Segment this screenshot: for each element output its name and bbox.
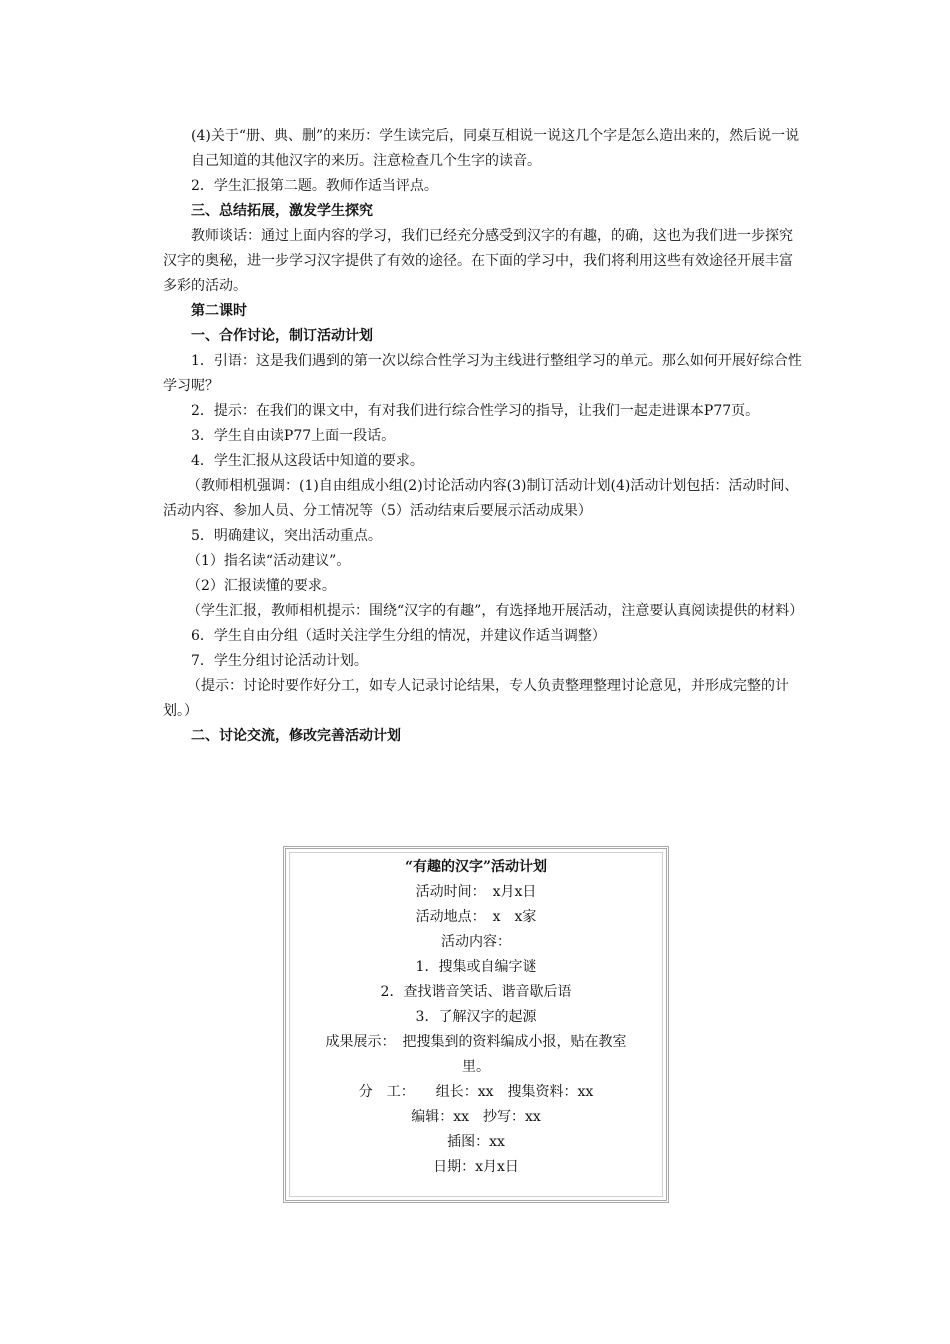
plan-result-cont: 里。 <box>462 1059 490 1075</box>
paragraph: 6．学生自由分组（适时关注学生分组的情况，并建议作适当调整） <box>191 628 606 644</box>
paragraph: 2．学生汇报第二题。教师作适当评点。 <box>191 178 438 194</box>
plan-item: 2．查找谐音笑话、谐音歇后语 <box>380 984 572 1000</box>
paragraph: 4．学生汇报从这段话中知道的要求。 <box>191 453 424 469</box>
paragraph: 5．明确建议，突出活动重点。 <box>191 528 382 544</box>
section-heading: 三、总结拓展，激发学生探究 <box>191 203 373 219</box>
paragraph: （学生汇报，教师相机提示：围绕“汉字的有趣”，有选择地开展活动，注意要认真阅读提供的材料） <box>187 603 804 619</box>
plan-division: 分 工： 组长：xx 搜集资料：xx <box>358 1084 594 1100</box>
plan-result: 成果展示： 把搜集到的资料编成小报，贴在教室 <box>325 1034 627 1050</box>
lesson-heading: 第二课时 <box>191 303 247 319</box>
plan-item: 3．了解汉字的起源 <box>415 1009 537 1025</box>
paragraph: 7．学生分组讨论活动计划。 <box>191 653 368 669</box>
plan-item: 1．搜集或自编字谜 <box>415 959 537 975</box>
activity-plan-content <box>296 855 656 1180</box>
document-body <box>163 124 803 749</box>
plan-date: 日期：x月x日 <box>433 1159 519 1175</box>
paragraph: （教师相机强调：(1)自由组成小组(2)讨论活动内容(3)制订活动计划(4)活动计划包括：活动时间、活动内容、参加人员、分工情况等（5）活动结束后要展示活动成果） <box>163 478 799 519</box>
plan-title: “有趣的汉字”活动计划 <box>404 859 548 875</box>
plan-edit: 编辑：xx 抄写：xx <box>411 1109 541 1125</box>
plan-place: 活动地点： x x家 <box>415 909 537 925</box>
paragraph: 1．引语：这是我们遇到的第一次以综合性学习为主线进行整组学习的单元。那么如何开展好综合性学习呢？ <box>163 353 802 394</box>
plan-illustration: 插图：xx <box>447 1134 505 1150</box>
paragraph: 自己知道的其他汉字的来历。注意检查几个生字的读音。 <box>191 153 541 169</box>
plan-content-label: 活动内容： <box>441 934 511 950</box>
paragraph: 教师谈话：通过上面内容的学习，我们已经充分感受到汉字的有趣，的确，这也为我们进一步探究汉字的奥秘，进一步学习汉字提供了有效的途径。在下面的学习中，我们将利用这些有效途径开展丰富多彩的活动。 <box>163 228 793 294</box>
paragraph: (4)关于“册、典、删”的来历：学生读完后，同桌互相说一说这几个字是怎么造出来的，然后说一说 <box>191 128 800 144</box>
activity-plan-box <box>283 846 669 1203</box>
paragraph: （1）指名读“活动建议”。 <box>187 553 351 569</box>
section-heading: 二、讨论交流，修改完善活动计划 <box>191 728 401 744</box>
paragraph: 2．提示：在我们的课文中，有对我们进行综合性学习的指导，让我们一起走进课本P77页。 <box>191 403 760 419</box>
paragraph: 3．学生自由读P77上面一段话。 <box>191 428 396 444</box>
paragraph: （提示：讨论时要作好分工，如专人记录讨论结果，专人负责整理整理讨论意见，并形成完整的计划。） <box>163 678 789 719</box>
section-heading: 一、合作讨论，制订活动计划 <box>191 328 373 344</box>
plan-time: 活动时间： x月x日 <box>415 884 537 900</box>
paragraph: （2）汇报读懂的要求。 <box>187 578 336 594</box>
